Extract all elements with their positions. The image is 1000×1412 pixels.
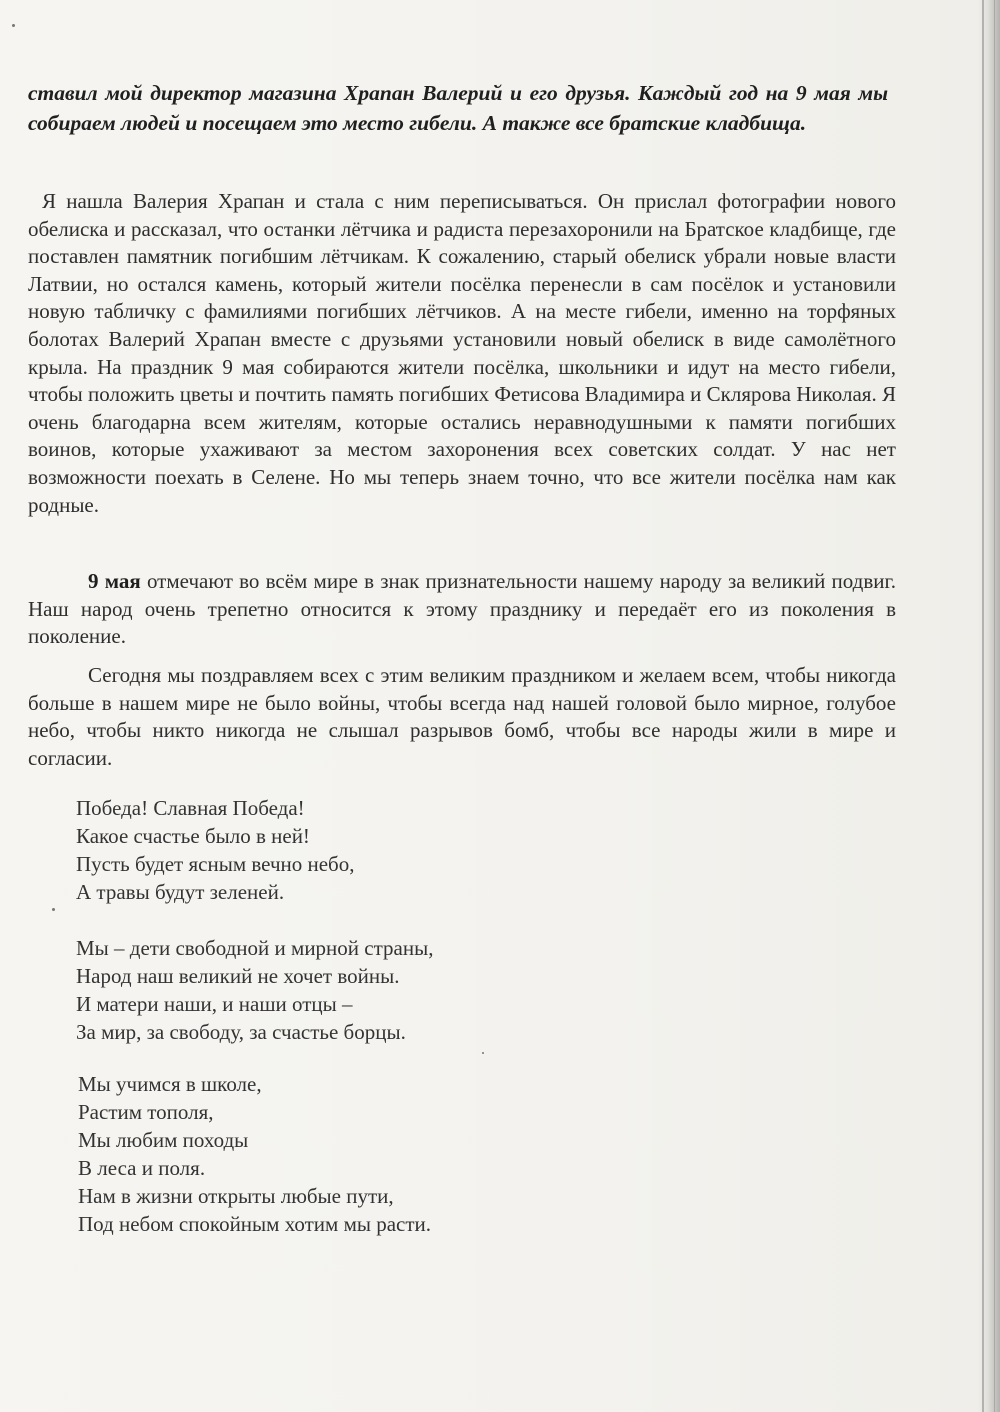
- poem-line: За мир, за свободу, за счастье борцы.: [76, 1020, 406, 1044]
- poem-line: Под небом спокойным хотим мы расти.: [78, 1212, 432, 1236]
- paragraph-victory-day: [28, 568, 896, 651]
- scan-speck: [482, 1052, 484, 1054]
- poem-line: Мы – дети свободной и мирной страны,: [76, 936, 434, 960]
- poem-line: Растим тополя,: [78, 1100, 214, 1124]
- poem-stanza-3: [78, 1070, 431, 1238]
- paragraph-letter: Я нашла Валерия Храпан и стала с ним переписываться. Он прислал фотографии нового обелиска и рассказал, что останки лётчика и радиста перезахоронили на Братское кладбище, где поставлен памятник погибшим лётчикам. К сожалению, старый обелиск убрали новые власти Латвии, но остался камень, который жители посёлка перенесли в сам посёлок и установили новую табличку с фамилиями погибших лётчиков. А на месте гибели, именно на торфяных болотах Валерий Храпан вместе с друзьями установили новый обелиск в виде самолётного крыла. На праздник 9 мая собираются жители посёлка, школьники и идут на место гибели, чтобы положить цветы и почтить память погибших Фетисова Владимира и Склярова Николая. Я очень благодарна всем жителям, которые остались неравнодушными к памяти погибших воинов, которые ухаживают за местом захоронения всех советских солдат. У нас нет возможности поехать в Селене. Но мы теперь знаем точно, что все жители посёлка нам как родные.: [28, 189, 896, 517]
- intro-paragraph: ставил мой директор магазина Храпан Валерий и его друзья. Каждый год на 9 мая мы собираем людей и посещаем это место гибели. А также все братские кладбища.: [28, 81, 888, 135]
- poem-line: Какое счастье было в ней!: [76, 824, 310, 848]
- poem-line: Мы учимся в школе,: [78, 1072, 262, 1096]
- poem-line: Нам в жизни открыты любые пути,: [78, 1184, 394, 1208]
- scan-speck: [52, 908, 55, 911]
- poem-stanza-2: [76, 934, 433, 1046]
- page-edge-line: [982, 0, 984, 1412]
- paragraph-congratulation: Сегодня мы поздравляем всех с этим великим праздником и желаем всем, чтобы никогда больше в нашем мире не было войны, чтобы всегда над нашей головой было мирное, голубое небо, чтобы никто никогда не слышал разрывов бомб, чтобы все народы жили в мире и согласии.: [28, 663, 896, 770]
- poem-line: Победа! Славная Победа!: [76, 796, 305, 820]
- poem-line: Мы любим походы: [78, 1128, 249, 1152]
- poem-line: Народ наш великий не хочет войны.: [76, 964, 400, 988]
- poem-stanza-1: [76, 794, 355, 906]
- victory-day-date: 9 мая: [88, 569, 141, 593]
- poem-line: А травы будут зеленей.: [76, 880, 285, 904]
- page-edge-line: [994, 0, 995, 1412]
- scan-speck: [12, 24, 15, 27]
- poem-line: И матери наши, и наши отцы –: [76, 992, 353, 1016]
- poem-line: В леса и поля.: [78, 1156, 206, 1180]
- victory-day-text: отмечают во всём мире в знак признательности нашему народу за великий подвиг. Наш народ очень трепетно относится к этому празднику и передаёт его из поколения в поколение.: [28, 569, 897, 649]
- poem-line: Пусть будет ясным вечно небо,: [76, 852, 355, 876]
